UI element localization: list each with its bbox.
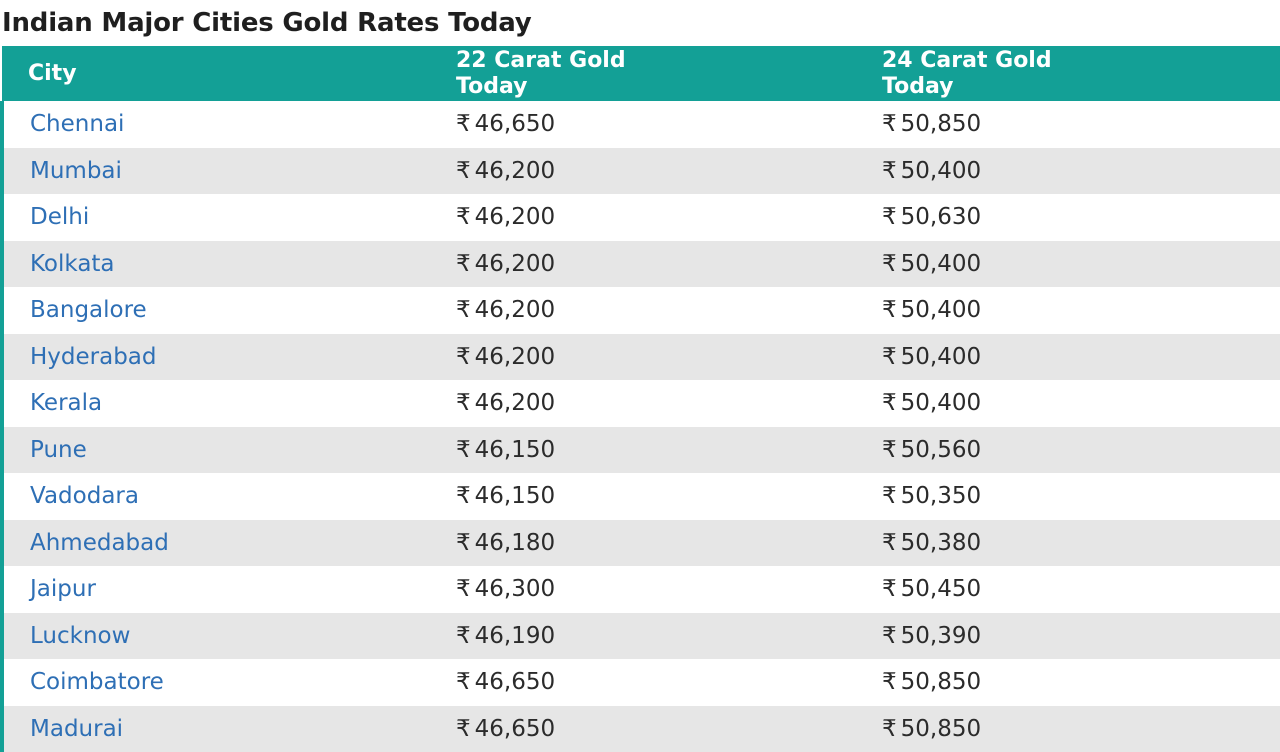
table-row xyxy=(2,520,1280,567)
rupee-icon: ₹ xyxy=(456,251,471,277)
table-header-row xyxy=(2,46,1280,101)
rupee-icon: ₹ xyxy=(456,344,471,370)
rate-value: 46,650 xyxy=(475,716,555,742)
rupee-icon: ₹ xyxy=(456,297,471,323)
rupee-icon: ₹ xyxy=(882,483,897,509)
city-link[interactable]: Coimbatore xyxy=(2,659,448,706)
city-link[interactable]: Lucknow xyxy=(2,613,448,660)
rate-value: 50,380 xyxy=(901,530,981,556)
rupee-icon: ₹ xyxy=(882,204,897,230)
rate-value: 46,150 xyxy=(475,483,555,509)
rate-24-carat-cell xyxy=(874,194,1280,241)
rate-22-carat-cell xyxy=(448,706,874,752)
rate-value: 46,200 xyxy=(475,158,555,184)
rate-value: 50,400 xyxy=(901,158,981,184)
rupee-icon: ₹ xyxy=(882,576,897,602)
rate-22-carat-cell xyxy=(448,101,874,148)
city-link[interactable]: Chennai xyxy=(2,101,448,148)
rate-22-carat-cell xyxy=(448,659,874,706)
rate-22-carat-cell xyxy=(448,566,874,613)
rupee-icon: ₹ xyxy=(456,530,471,556)
rate-value: 46,650 xyxy=(475,111,555,137)
rupee-icon: ₹ xyxy=(882,297,897,323)
rate-value: 46,200 xyxy=(475,344,555,370)
table-row xyxy=(2,334,1280,381)
rupee-icon: ₹ xyxy=(456,483,471,509)
table-row xyxy=(2,473,1280,520)
rate-22-carat-cell xyxy=(448,287,874,334)
city-link[interactable]: Pune xyxy=(2,427,448,474)
rate-24-carat-cell xyxy=(874,473,1280,520)
table-row xyxy=(2,148,1280,195)
rupee-icon: ₹ xyxy=(456,576,471,602)
rate-value: 46,300 xyxy=(475,576,555,602)
rupee-icon: ₹ xyxy=(882,437,897,463)
rate-22-carat-cell xyxy=(448,194,874,241)
city-link[interactable]: Mumbai xyxy=(2,148,448,195)
rate-value: 46,200 xyxy=(475,251,555,277)
rupee-icon: ₹ xyxy=(882,111,897,137)
rupee-icon: ₹ xyxy=(456,623,471,649)
rate-22-carat-cell xyxy=(448,241,874,288)
city-link[interactable]: Kerala xyxy=(2,380,448,427)
rate-value: 50,400 xyxy=(901,390,981,416)
rate-value: 50,350 xyxy=(901,483,981,509)
rate-value: 46,200 xyxy=(475,204,555,230)
city-link[interactable]: Madurai xyxy=(2,706,448,752)
rupee-icon: ₹ xyxy=(882,158,897,184)
gold-rates-table xyxy=(0,46,1280,752)
header-24-carat-label: 24 Carat Gold Today xyxy=(882,48,1102,100)
rate-value: 50,850 xyxy=(901,111,981,137)
city-link[interactable]: Vadodara xyxy=(2,473,448,520)
rate-24-carat-cell xyxy=(874,287,1280,334)
rate-22-carat-cell xyxy=(448,334,874,381)
rate-24-carat-cell xyxy=(874,706,1280,752)
rate-24-carat-cell xyxy=(874,241,1280,288)
table-row xyxy=(2,613,1280,660)
city-link[interactable]: Kolkata xyxy=(2,241,448,288)
rate-22-carat-cell xyxy=(448,613,874,660)
rate-value: 50,400 xyxy=(901,251,981,277)
city-link[interactable]: Hyderabad xyxy=(2,334,448,381)
rate-24-carat-cell xyxy=(874,566,1280,613)
table-row xyxy=(2,706,1280,752)
rate-22-carat-cell xyxy=(448,380,874,427)
rupee-icon: ₹ xyxy=(456,390,471,416)
header-city: City xyxy=(2,46,448,101)
rate-24-carat-cell xyxy=(874,101,1280,148)
rate-22-carat-cell xyxy=(448,520,874,567)
rupee-icon: ₹ xyxy=(456,669,471,695)
table-row xyxy=(2,659,1280,706)
rate-value: 50,400 xyxy=(901,344,981,370)
rate-value: 46,200 xyxy=(475,297,555,323)
rate-value: 46,200 xyxy=(475,390,555,416)
rate-value: 50,390 xyxy=(901,623,981,649)
table-row xyxy=(2,241,1280,288)
rate-value: 46,150 xyxy=(475,437,555,463)
rupee-icon: ₹ xyxy=(456,716,471,742)
city-link[interactable]: Delhi xyxy=(2,194,448,241)
rate-24-carat-cell xyxy=(874,520,1280,567)
rate-22-carat-cell xyxy=(448,148,874,195)
rate-value: 46,180 xyxy=(475,530,555,556)
rupee-icon: ₹ xyxy=(882,251,897,277)
table-body xyxy=(2,101,1280,752)
rate-22-carat-cell xyxy=(448,427,874,474)
header-22-carat xyxy=(448,46,874,101)
rate-value: 50,850 xyxy=(901,669,981,695)
rate-value: 50,630 xyxy=(901,204,981,230)
table-row xyxy=(2,566,1280,613)
rate-value: 46,190 xyxy=(475,623,555,649)
rate-value: 50,850 xyxy=(901,716,981,742)
rate-24-carat-cell xyxy=(874,613,1280,660)
rate-24-carat-cell xyxy=(874,380,1280,427)
rupee-icon: ₹ xyxy=(456,437,471,463)
rate-24-carat-cell xyxy=(874,334,1280,381)
table-row xyxy=(2,194,1280,241)
rupee-icon: ₹ xyxy=(456,204,471,230)
header-24-carat xyxy=(874,46,1280,101)
rate-24-carat-cell xyxy=(874,148,1280,195)
rate-value: 46,650 xyxy=(475,669,555,695)
rupee-icon: ₹ xyxy=(882,344,897,370)
rupee-icon: ₹ xyxy=(456,111,471,137)
rate-value: 50,450 xyxy=(901,576,981,602)
header-22-carat-label: 22 Carat Gold Today xyxy=(456,48,676,100)
rate-22-carat-cell xyxy=(448,473,874,520)
city-link[interactable]: Ahmedabad xyxy=(2,520,448,567)
city-link[interactable]: Bangalore xyxy=(2,287,448,334)
table-row xyxy=(2,427,1280,474)
rupee-icon: ₹ xyxy=(882,669,897,695)
rupee-icon: ₹ xyxy=(882,390,897,416)
table-row xyxy=(2,101,1280,148)
rupee-icon: ₹ xyxy=(882,530,897,556)
rupee-icon: ₹ xyxy=(882,716,897,742)
rupee-icon: ₹ xyxy=(882,623,897,649)
rupee-icon: ₹ xyxy=(456,158,471,184)
rate-24-carat-cell xyxy=(874,659,1280,706)
table-row xyxy=(2,380,1280,427)
city-link[interactable]: Jaipur xyxy=(2,566,448,613)
rate-value: 50,560 xyxy=(901,437,981,463)
rate-value: 50,400 xyxy=(901,297,981,323)
page-title: Indian Major Cities Gold Rates Today xyxy=(2,6,532,40)
table-row xyxy=(2,287,1280,334)
rate-24-carat-cell xyxy=(874,427,1280,474)
